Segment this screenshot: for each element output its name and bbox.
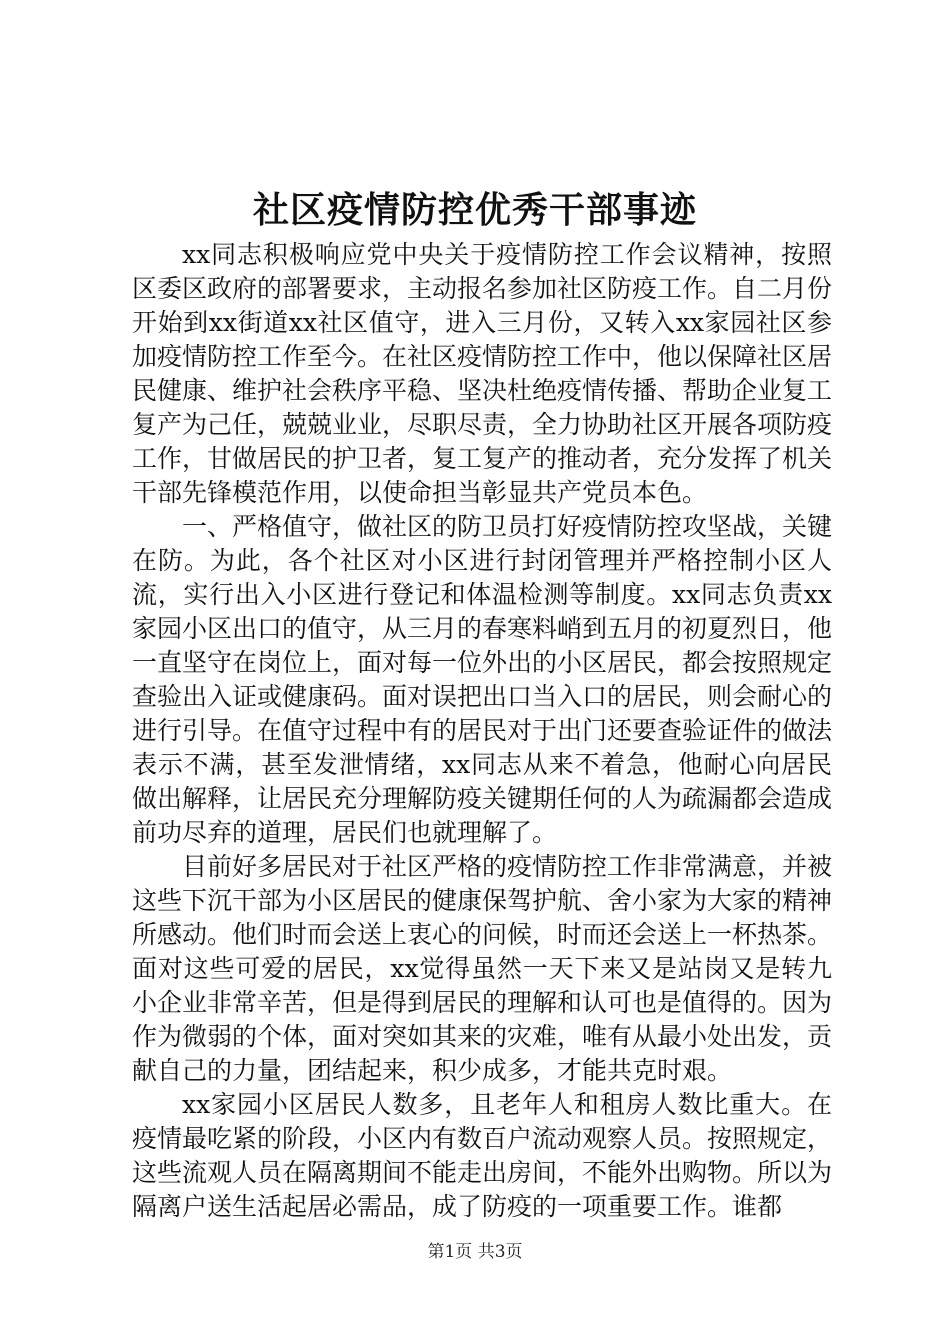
paragraph-1: xx同志积极响应党中央关于疫情防控工作会议精神，按照区委区政府的部署要求，主动报名参加社区防疫工作。自二月份开始到xx街道xx社区值守，进入三月份，又转入xx家园社区参加疫情防控工作至今。在社区疫情防控工作中，他以保障社区居民健康、维护社会秩序平稳、坚决杜绝疫情传播、帮助企业复工复产为己任，兢兢业业，尽职尽责，全力协助社区开展各项防疫工作，甘做居民的护卫者，复工复产的推动者，充分发挥了机关干部先锋模范作用，以使命担当彰显共产党员本色。 (132, 240, 833, 507)
paragraph-3: 目前好多居民对于社区严格的疫情防控工作非常满意，并被这些下沉干部为小区居民的健康保驾护航、舍小家为大家的精神所感动。他们时而会送上衷心的问候，时而还会送上一杯热茶。面对这些可爱的居民，xx觉得虽然一天下来又是站岗又是转九小企业非常辛苦，但是得到居民的理解和认可也是值得的。因为作为微弱的个体，面对突如其来的灾难，唯有从最小处出发，贡献自己的力量，团结起来，积少成多，才能共克时艰。 (132, 852, 833, 1085)
document-body (132, 238, 832, 1224)
paragraph-2: 一、严格值守，做社区的防卫员打好疫情防控攻坚战，关键在防。为此，各个社区对小区进行封闭管理并严格控制小区人流，实行出入小区进行登记和体温检测等制度。xx同志负责xx家园小区出口的值守，从三月的春寒料峭到五月的初夏烈日，他一直坚守在岗位上，面对每一位外出的小区居民，都会按照规定查验出入证或健康码。面对误把出口当入口的居民，则会耐心的进行引导。在值守过程中有的居民对于出门还要查验证件的做法表示不满，甚至发泄情绪，xx同志从来不着急，他耐心向居民做出解释，让居民充分理解防疫关键期任何的人为疏漏都会造成前功尽弃的道理，居民们也就理解了。 (132, 512, 833, 847)
page-footer: 第1页 共3页 (427, 1242, 523, 1262)
paragraph-4: xx家园小区居民人数多，且老年人和租房人数比重大。在疫情最吃紧的阶段，小区内有数百户流动观察人员。按照规定，这些流观人员在隔离期间不能走出房间，不能外出购物。所以为隔离户送生活起居必需品，成了防疫的一项重要工作。谁都 (132, 1090, 833, 1221)
document-title: 社区疫情防控优秀干部事迹 (252, 189, 697, 231)
